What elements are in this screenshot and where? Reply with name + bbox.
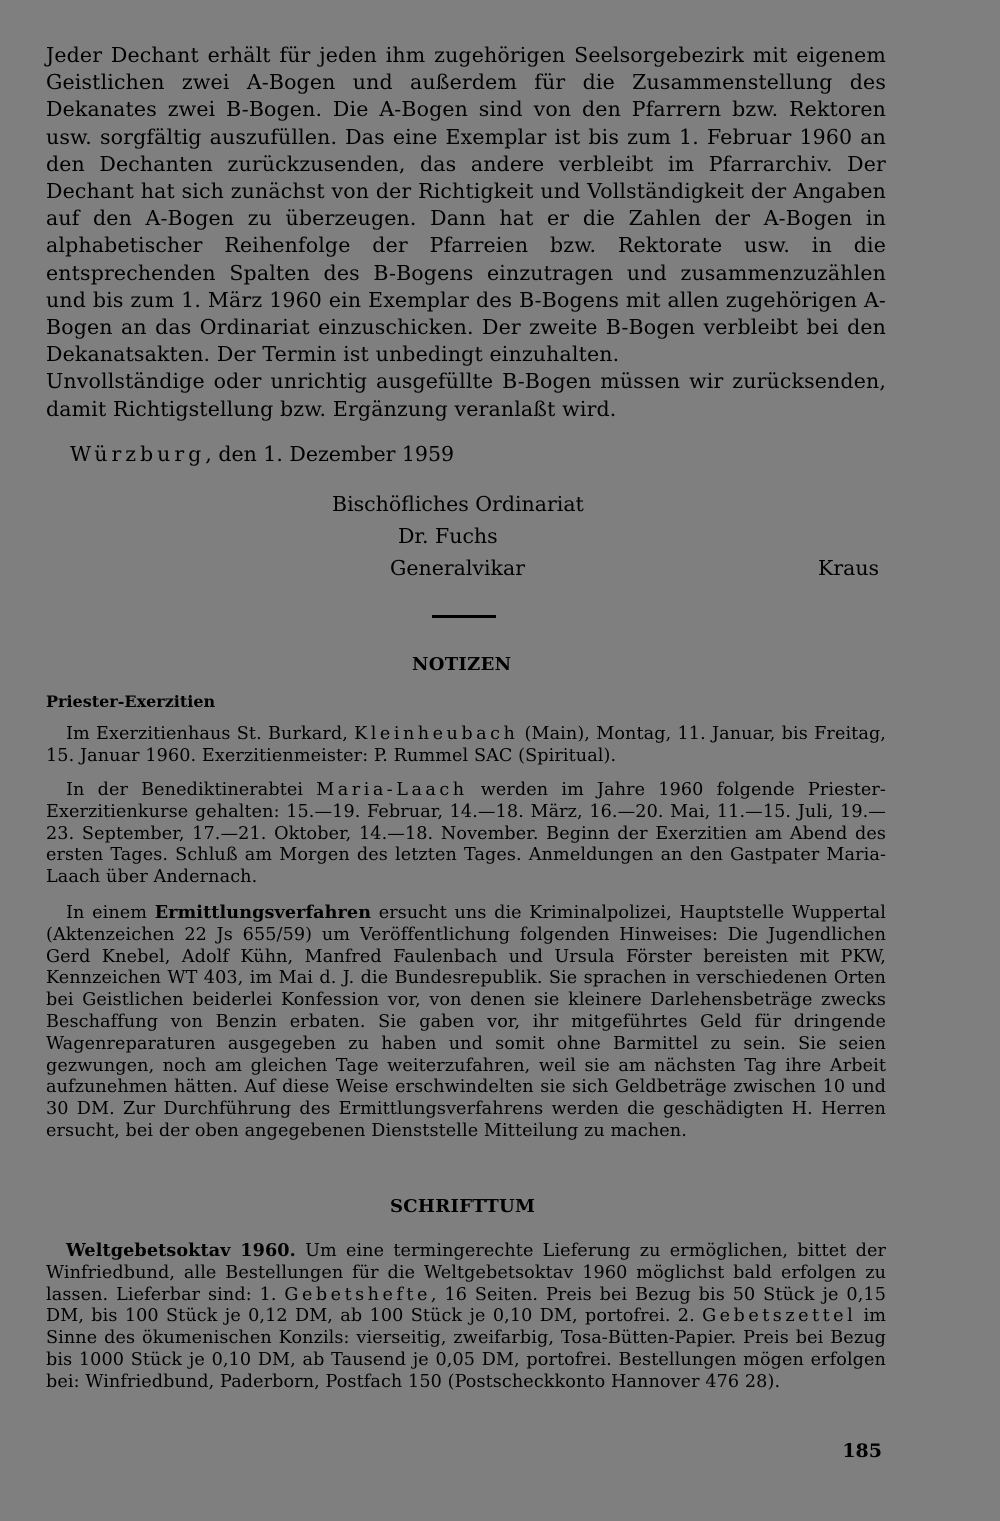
intro-section [46,42,886,423]
schrifttum-paragraph-1: Weltgebetsoktav 1960. Um eine termingerechte Lieferung zu ermöglichen, bittet der Winfriedbund, alle Bestellungen für die Weltgebetsoktav 1960 möglichst bald erfolgen zu lassen. Lieferbar sind: 1. Gebetshefte, 16 Seiten. Preis bei Bezug bis 50 Stück je 0,15 DM, bis 100 Stück je 0,12 DM, ab 100 Stück je 0,10 DM, portofrei. 2. Gebetszettel im Sinne des ökumenischen Konzils: vierseitig, zweifarbig, Tosa-Bütten-Papier. Preis bei Bezug bis 1000 Stück je 0,10 DM, ab Tausend je 0,05 DM, portofrei. Bestellungen mögen erfolgen bei: Winfriedbund, Paderborn, Postfach 150 (Postscheckkonto Hannover 476 28). [46,1240,887,1392]
notizen-paragraph-1: Im Exerzitienhaus St. Burkard, Kleinheubach (Main), Montag, 11. Januar, bis Freitag, 15. Januar 1960. Exerzitienmeister: P. Rummel SAC (Spiritual). [46,724,886,766]
notizen-subheading: Priester-Exerzitien [46,692,216,711]
dateline [70,440,454,468]
signature-name: Dr. Fuchs [398,524,498,548]
signature-office: Bischöfliches Ordinariat [332,492,584,516]
page-number: 185 [842,1440,882,1462]
notizen-paragraph-3: In einem Ermittlungsverfahren ersucht uns die Kriminalpolizei, Hauptstelle Wuppertal (Aktenzeichen 22 Js 655/59) um Veröffentlichung folgenden Hinweises: Die Jugendlichen Gerd Knebel, Adolf Kühn, Manfred Faulenbach und Ursula Förster bereisten mit PKW, Kennzeichen WT 403, im Mai d. J. die Bundesrepublik. Sie sprachen in verschiedenen Orten bei Geistlichen beiderlei Konfession vor, von denen sie kleinere Darlehensbeträge zwecks Beschaffung von Benzin erbaten. Sie gaben vor, ihr mitgeführtes Geld für dringende Wagenreparaturen ausgegeben zu haben und somit ohne Barmittel zu sein. Sie seien gezwungen, noch am gleichen Tage weiterzufahren, weil sie am nächsten Tag ihre Arbeit aufzunehmen hätten. Auf diese Weise erschwindelten sie sich Geldbeträge zwischen 10 und 30 DM. Zur Durchführung des Ermittlungsverfahrens werden die geschädigten H. Herren ersucht, bei der oben angegebenen Dienststelle Mitteilung zu machen. [46,902,886,1141]
dateline-date: , den 1. Dezember 1959 [205,442,455,466]
dateline-place: Würzburg [70,442,206,466]
notizen-paragraph-2: In der Benediktinerabtei Maria-Laach werden im Jahre 1960 folgende Priester-Exerzitienkurse gehalten: 15.—19. Februar, 14.—18. März, 16.—20. Mai, 11.—15. Juli, 19.—23. September, 17.—21. Oktober, 14.—18. November. Beginn der Exerzitien am Abend des ersten Tages. Schluß am Morgen des letzten Tages. Anmeldungen an den Gastpater Maria-Laach über Andernach. [46,780,886,888]
intro-paragraph-2: Unvollständige oder unrichtig ausgefüllte B-Bogen müssen wir zurücksenden, damit Richtigstellung bzw. Ergänzung veranlaßt wird. [46,369,886,421]
signature-title: Generalvikar [390,556,526,580]
section-divider [432,615,496,618]
signature-cosigner: Kraus [818,556,880,580]
notizen-heading: NOTIZEN [412,654,512,675]
schrifttum-heading: SCHRIFTTUM [390,1196,536,1217]
intro-paragraph: Jeder Dechant erhält für jeden ihm zugehörigen Seelsorgebezirk mit eigenem Geistlichen zwei A-Bogen und außerdem für die Zusammenstellung des Dekanates zwei B-Bogen. Die A-Bogen sind von den Pfarrern bzw. Rektoren usw. sorgfältig auszufüllen. Das eine Exemplar ist bis zum 1. Februar 1960 an den Dechanten zurückzusenden, das andere verbleibt im Pfarrarchiv. Der Dechant hat sich zunächst von der Richtigkeit und Vollständigkeit der Angaben auf den A-Bogen zu überzeugen. Dann hat er die Zahlen der A-Bogen in alphabetischer Reihenfolge der Pfarreien bzw. Rektorate usw. in die entsprechenden Spalten des B-Bogens einzutragen und zusammenzuzählen und bis zum 1. März 1960 ein Exemplar des B-Bogens mit allen zugehörigen A-Bogen an das Ordinariat einzuschicken. Der zweite B-Bogen verbleibt bei den Dekanatsakten. Der Termin ist unbedingt einzuhalten. [46,43,886,367]
